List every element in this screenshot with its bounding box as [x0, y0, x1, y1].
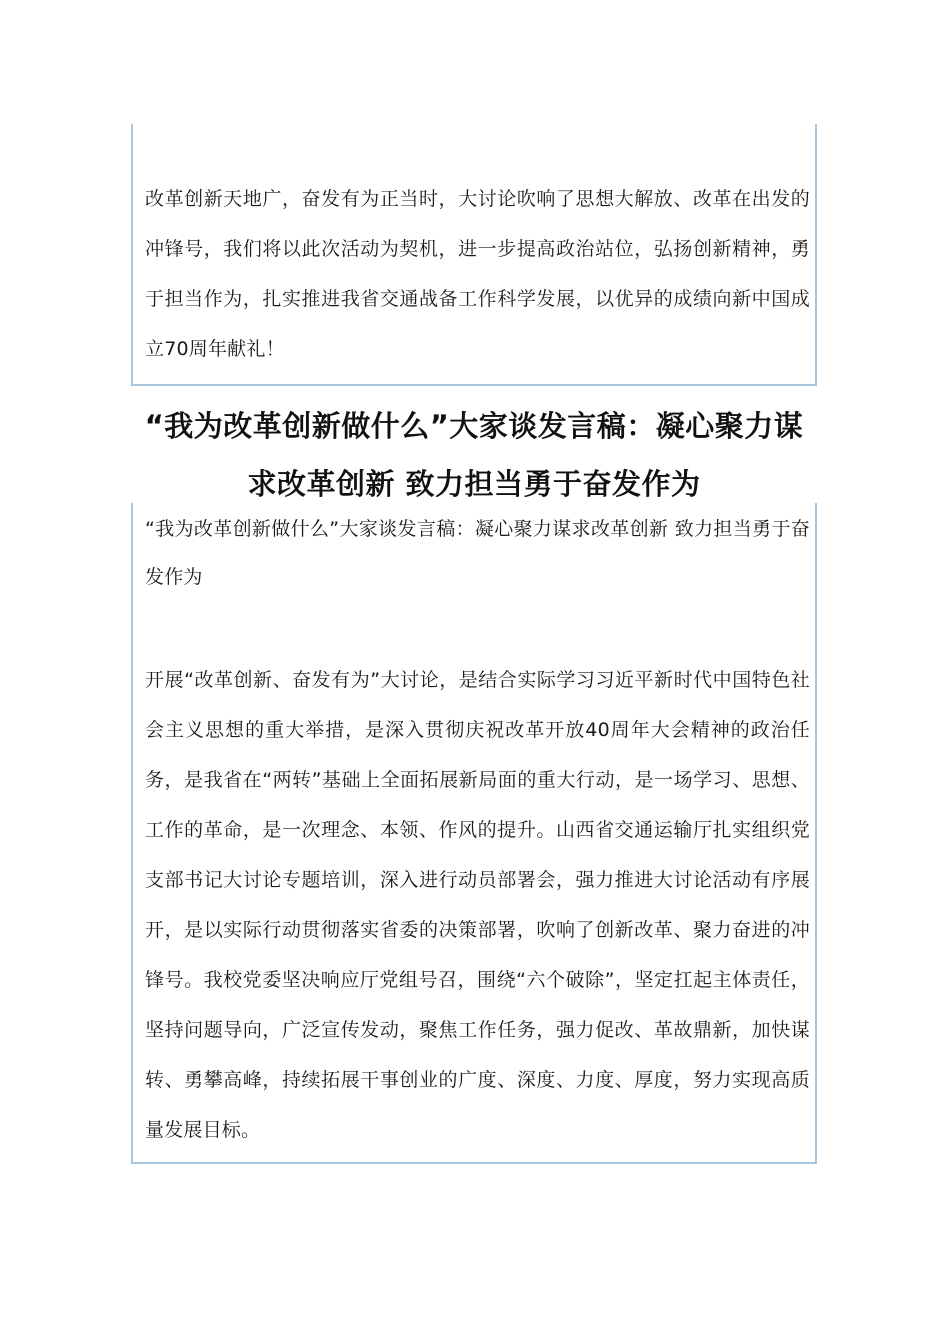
closing-paragraph: 改革创新天地广，奋发有为正当时，大讨论吹响了思想大解放、改革在出发的冲锋号，我们将以此次活动为契机，进一步提高政治站位，弘扬创新精神，勇于担当作为，扎实推进我省交通战备工作科学发展，以优异的成绩向新中国成立70周年献礼！ [145, 188, 810, 360]
article-content-box [131, 503, 817, 1164]
article-title [131, 397, 817, 513]
article-title-line-2: 求改革创新 致力担当勇于奋发作为 [247, 467, 701, 501]
article-title-line-1: “我为改革创新做什么”大家谈发言稿：凝心聚力谋 [144, 409, 804, 443]
article-subtitle: “我为改革创新做什么”大家谈发言稿：凝心聚力谋求改革创新 致力担当勇于奋发作为 [145, 518, 810, 588]
article-body-paragraph: 开展“改革创新、奋发有为”大讨论，是结合实际学习习近平新时代中国特色社会主义思想的重大举措，是深入贯彻庆祝改革开放40周年大会精神的政治任务，是我省在“两转”基础上全面拓展新局面的重大行动，是一场学习、思想、工作的革命，是一次理念、本领、作风的提升。山西省交通运输厅扎实组织党支部书记大讨论专题培训，深入进行动员部署会，强力推进大讨论活动有序展开，是以实际行动贯彻落实省委的决策部署，吹响了创新改革、聚力奋进的冲锋号。我校党委坚决响应厅党组号召，围绕“六个破除”，坚定扛起主体责任，坚持问题导向，广泛宣传发动，聚焦工作任务，强力促改、革故鼎新，加快谋转、勇攀高峰，持续拓展干事创业的广度、深度、力度、厚度，努力实现高质量发展目标。 [145, 669, 810, 1141]
previous-article-box [131, 124, 817, 386]
